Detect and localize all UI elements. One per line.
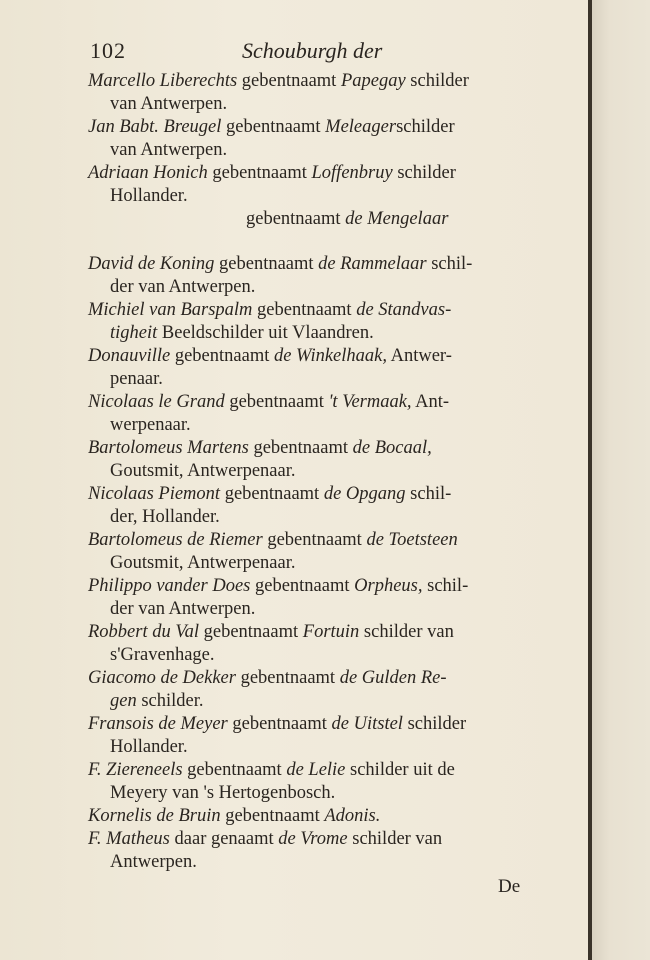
entry-name: Robbert du Val xyxy=(88,622,199,642)
entry-rest: schilder van xyxy=(352,829,443,849)
entry-verb: gebentnaamt xyxy=(219,254,314,274)
entry-name: David de Koning xyxy=(88,254,215,274)
entry-continuation: Antwerpen. xyxy=(110,852,197,872)
entry xyxy=(88,621,538,644)
entry-continuation: penaar. xyxy=(110,369,163,389)
entry-verb: gebentnaamt xyxy=(203,622,299,642)
entry-verb: gebentnaamt xyxy=(241,71,337,91)
entry-verb: gebentnaamt xyxy=(255,576,350,596)
entry-continuation xyxy=(88,690,538,713)
entry xyxy=(88,667,538,690)
entry-continuation: s'Gravenhage. xyxy=(110,645,215,665)
entry-continuation: Goutsmit, Antwerpenaar. xyxy=(110,553,296,573)
facing-page-edge xyxy=(592,0,650,960)
entry xyxy=(88,529,538,552)
entry-rest: schil- xyxy=(410,484,452,504)
entry xyxy=(88,805,538,828)
entry-continuation: der van Antwerpen. xyxy=(110,599,256,619)
entry-rest: schilder xyxy=(407,714,467,734)
entry-continuation xyxy=(88,322,538,345)
entry-rest: Ant- xyxy=(415,392,450,412)
entry-nickname-continuation: tigheit xyxy=(110,323,158,343)
entry xyxy=(88,437,538,460)
entry-name: Kornelis de Bruin xyxy=(88,806,221,826)
entry-name: Fransois de Meyer xyxy=(88,714,228,734)
entry xyxy=(88,391,538,414)
entry-verb: gebentnaamt xyxy=(232,714,327,734)
running-head: Schouburgh der xyxy=(242,38,383,63)
entry-name: F. Matheus xyxy=(88,829,170,849)
entry-name: F. Ziereneels xyxy=(88,760,183,780)
entry xyxy=(88,345,538,368)
entry-rest: Antwer- xyxy=(390,346,452,366)
entry-rest: schilder xyxy=(396,117,455,137)
entry xyxy=(88,483,538,506)
entries-list xyxy=(88,70,538,874)
entry-continuation-text: schilder. xyxy=(141,691,204,711)
entry-name: Marcello Liberechts xyxy=(88,71,238,91)
entry-continuation: van Antwerpen. xyxy=(110,94,228,114)
entry xyxy=(88,575,538,598)
entry-verb: gebentnaamt xyxy=(253,438,348,458)
entry-verb: gebentnaamt xyxy=(226,117,321,137)
entry xyxy=(88,713,538,736)
entry xyxy=(88,162,538,185)
entry-verb: gebentnaamt xyxy=(224,484,320,504)
entry-verb: gebentnaamt xyxy=(229,392,324,412)
page-header xyxy=(90,38,530,68)
page-number: 102 xyxy=(90,38,126,63)
entry-continuation: Meyery van 's Hertogenbosch. xyxy=(110,783,336,803)
entry-verb: gebentnaamt xyxy=(257,300,352,320)
entry-nickname: de Bocaal, xyxy=(352,438,432,458)
entry-verb: gebentnaamt xyxy=(267,530,362,550)
entry-name: Jan Babt. Breugel xyxy=(88,117,222,137)
entry-name: Philippo vander Does xyxy=(88,576,251,596)
entry-nickname: de Mengelaar xyxy=(345,209,449,229)
entry-name: Michiel van Barspalm xyxy=(88,300,253,320)
entry-nickname: de Standvas- xyxy=(356,300,452,320)
entry-nickname: Orpheus, xyxy=(354,576,423,596)
entry-name: Nicolaas Piemont xyxy=(88,484,221,504)
entry-continuation-text: Beeldschilder uit Vlaandren. xyxy=(161,323,374,343)
entry-verb: gebentnaamt xyxy=(212,163,307,183)
entry-verb: gebentnaamt xyxy=(225,806,320,826)
entry-rest: schilder uit de xyxy=(350,760,455,780)
entry-nickname: Papegay xyxy=(340,71,406,91)
entry-nickname: de Rammelaar xyxy=(318,254,427,274)
entry-nickname: Meleager xyxy=(325,117,397,137)
entry-nickname: 't Vermaak, xyxy=(328,392,412,412)
entry-name: Bartolomeus de Riemer xyxy=(88,530,263,550)
entry xyxy=(88,299,538,322)
entry-verb: gebentnaamt xyxy=(246,209,341,229)
entry xyxy=(88,70,538,93)
entry xyxy=(88,116,538,139)
entry-rest: schilder xyxy=(410,71,469,91)
entry xyxy=(88,828,538,851)
entry-verb: gebentnaamt xyxy=(187,760,282,780)
entry-continuation: Hollander. xyxy=(110,186,188,206)
catchword: De xyxy=(498,876,521,897)
entry-rest: schil- xyxy=(427,576,469,596)
blank-line xyxy=(88,231,538,253)
entry-continuation: werpenaar. xyxy=(110,415,191,435)
entry-nickname: de Gulden Re- xyxy=(339,668,447,688)
entry-nickname-continuation: gen xyxy=(110,691,137,711)
entry-nickname: de Winkelhaak, xyxy=(273,346,387,366)
entry-continuation: der van Antwerpen. xyxy=(110,277,256,297)
entry xyxy=(88,253,538,276)
entry-nickname: de Toetsteen xyxy=(366,530,458,550)
entry-name: Nicolaas le Grand xyxy=(88,392,225,412)
entry-nickname: Loffenbruy xyxy=(311,163,393,183)
entry-verb: gebentnaamt xyxy=(240,668,336,688)
entry-verb: daar genaamt xyxy=(174,829,274,849)
entry-name: Donauville xyxy=(88,346,171,366)
entry-name: Bartolomeus Martens xyxy=(88,438,249,458)
entry-nickname: de Opgang xyxy=(323,484,406,504)
entry-verb: gebentnaamt xyxy=(174,346,270,366)
entry-nickname: Adonis. xyxy=(324,806,381,826)
entry-continuation: van Antwerpen. xyxy=(110,140,228,160)
entry-rest: schilder xyxy=(397,163,456,183)
entry xyxy=(88,759,538,782)
entry-nickname: Fortuin xyxy=(302,622,360,642)
entry-rest: schilder van xyxy=(363,622,454,642)
entry-continuation: der, Hollander. xyxy=(110,507,220,527)
entry-nickname: de Lelie xyxy=(286,760,346,780)
entry-nickname: de Vrome xyxy=(278,829,348,849)
entry-continuation: Hollander. xyxy=(110,737,188,757)
entry-name: Giacomo de Dekker xyxy=(88,668,236,688)
entry-continuation: Goutsmit, Antwerpenaar. xyxy=(110,461,296,481)
entry-name: Adriaan Honich xyxy=(88,163,208,183)
entry-nickname: de Uitstel xyxy=(331,714,403,734)
entry xyxy=(88,208,538,231)
entry-rest: schil- xyxy=(431,254,473,274)
